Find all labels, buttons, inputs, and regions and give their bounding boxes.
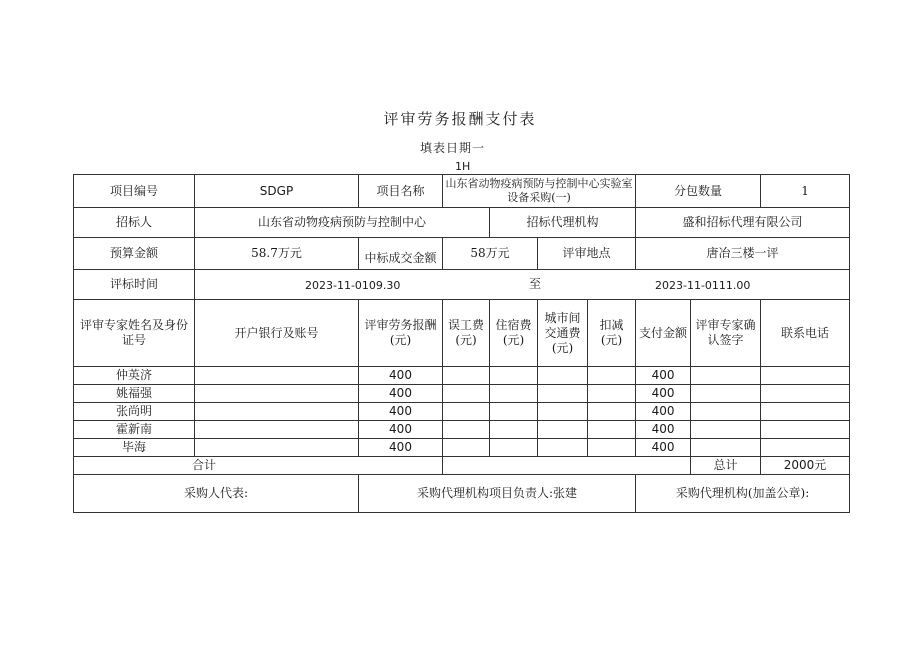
- bank-account-cell: [195, 403, 359, 421]
- bank-account-cell: [195, 385, 359, 403]
- expert-name: 毕海: [74, 439, 195, 457]
- bank-account-cell: [195, 367, 359, 385]
- signature-cell: [691, 439, 761, 457]
- evaluation-time-cell: [195, 270, 850, 300]
- tenderer-value: 山东省动物疫病预防与控制中心: [195, 208, 490, 238]
- evaluation-time-label: 评标时间: [74, 270, 195, 300]
- phone-cell: [761, 421, 850, 439]
- table-row: [74, 367, 850, 385]
- agency-seal: 采购代理机构(加盖公章):: [636, 475, 850, 513]
- tenderer-label: 招标人: [74, 208, 195, 238]
- payment-amount-cell: 400: [636, 367, 691, 385]
- lodging-cell: [490, 385, 538, 403]
- expert-name: 姚福强: [74, 385, 195, 403]
- subtotal-blank: [443, 457, 691, 475]
- payment-amount-cell: 400: [636, 385, 691, 403]
- transport-cell: [538, 385, 588, 403]
- tenderer-row: [74, 208, 850, 238]
- evaluation-time-to: 至: [529, 276, 542, 291]
- transport-cell: [538, 367, 588, 385]
- budget-value: 58.7万元: [195, 238, 359, 270]
- col-lodging: 住宿费(元): [490, 300, 538, 367]
- col-lost-wage: 误工费(元): [443, 300, 490, 367]
- budget-label: 预算金额: [74, 238, 195, 270]
- venue-label: 评审地点: [538, 238, 636, 270]
- award-amount-label: 中标成交金额: [359, 238, 443, 270]
- evaluation-end-time: 2023-11-0111.00: [655, 278, 751, 292]
- expert-name: 张尚明: [74, 403, 195, 421]
- award-amount-value: 58万元: [443, 238, 538, 270]
- lost-wage-cell: [443, 439, 490, 457]
- lodging-cell: [490, 367, 538, 385]
- bank-account-cell: [195, 421, 359, 439]
- phone-cell: [761, 385, 850, 403]
- bank-account-cell: [195, 439, 359, 457]
- signature-footer-row: [74, 475, 850, 513]
- lodging-cell: [490, 439, 538, 457]
- phone-cell: [761, 403, 850, 421]
- grand-total-label: 总计: [691, 457, 761, 475]
- transport-cell: [538, 403, 588, 421]
- project-code-label: 项目编号: [74, 175, 195, 208]
- project-name-label: 项目名称: [359, 175, 443, 208]
- deduction-cell: [588, 367, 636, 385]
- project-name-value: 山东省动物疫病预防与控制中心实验室设备采购(一): [443, 175, 636, 208]
- table-row: [74, 403, 850, 421]
- lodging-cell: [490, 421, 538, 439]
- transport-cell: [538, 421, 588, 439]
- payment-amount-cell: 400: [636, 403, 691, 421]
- grand-total-value: 2000元: [761, 457, 850, 475]
- col-expert-signature: 评审专家确认签字: [691, 300, 761, 367]
- purchaser-representative: 采购人代表:: [74, 475, 359, 513]
- lot-count-label: 分包数量: [636, 175, 761, 208]
- review-fee-cell: 400: [359, 421, 443, 439]
- subtotal-label: 合计: [74, 457, 443, 475]
- phone-cell: [761, 439, 850, 457]
- agency-project-manager: 采购代理机构项目负责人:张建: [359, 475, 636, 513]
- table-row: [74, 385, 850, 403]
- lost-wage-cell: [443, 385, 490, 403]
- deduction-cell: [588, 385, 636, 403]
- project-code-row: [74, 175, 850, 208]
- budget-row: [74, 238, 850, 270]
- review-fee-cell: 400: [359, 385, 443, 403]
- signature-cell: [691, 385, 761, 403]
- signature-cell: [691, 421, 761, 439]
- col-payment-amount: 支付金额: [636, 300, 691, 367]
- totals-row: [74, 457, 850, 475]
- form-note: 1H: [455, 160, 471, 173]
- table-row: [74, 421, 850, 439]
- col-bank-account: 开户银行及账号: [195, 300, 359, 367]
- agency-value: 盛和招标代理有限公司: [636, 208, 850, 238]
- expert-name: 仲英济: [74, 367, 195, 385]
- payment-amount-cell: 400: [636, 421, 691, 439]
- signature-cell: [691, 403, 761, 421]
- review-fee-cell: 400: [359, 403, 443, 421]
- evaluation-time-row: [74, 270, 850, 300]
- deduction-cell: [588, 439, 636, 457]
- fill-date-label: 填表日期一: [420, 141, 486, 155]
- lodging-cell: [490, 403, 538, 421]
- lot-count-value: 1: [761, 175, 850, 208]
- venue-value: 唐冶三楼一评: [636, 238, 850, 270]
- review-fee-cell: 400: [359, 367, 443, 385]
- deduction-cell: [588, 421, 636, 439]
- payment-amount-cell: 400: [636, 439, 691, 457]
- col-expert-name-id: 评审专家姓名及身份证号: [74, 300, 195, 367]
- agency-label: 招标代理机构: [490, 208, 636, 238]
- lost-wage-cell: [443, 403, 490, 421]
- project-code-value: SDGP: [195, 175, 359, 208]
- signature-cell: [691, 367, 761, 385]
- transport-cell: [538, 439, 588, 457]
- payment-form-table: [73, 174, 850, 513]
- table-row: [74, 439, 850, 457]
- evaluation-start-time: 2023-11-0109.30: [305, 278, 401, 292]
- lost-wage-cell: [443, 421, 490, 439]
- phone-cell: [761, 367, 850, 385]
- review-fee-cell: 400: [359, 439, 443, 457]
- col-deduction: 扣减(元): [588, 300, 636, 367]
- lost-wage-cell: [443, 367, 490, 385]
- column-header-row: [74, 300, 850, 367]
- col-contact-phone: 联系电话: [761, 300, 850, 367]
- document-title: 评审劳务报酬支付表: [383, 110, 537, 128]
- col-intercity-transport: 城市间交通费(元): [538, 300, 588, 367]
- expert-name: 霍新南: [74, 421, 195, 439]
- deduction-cell: [588, 403, 636, 421]
- col-review-fee: 评审劳务报酬(元): [359, 300, 443, 367]
